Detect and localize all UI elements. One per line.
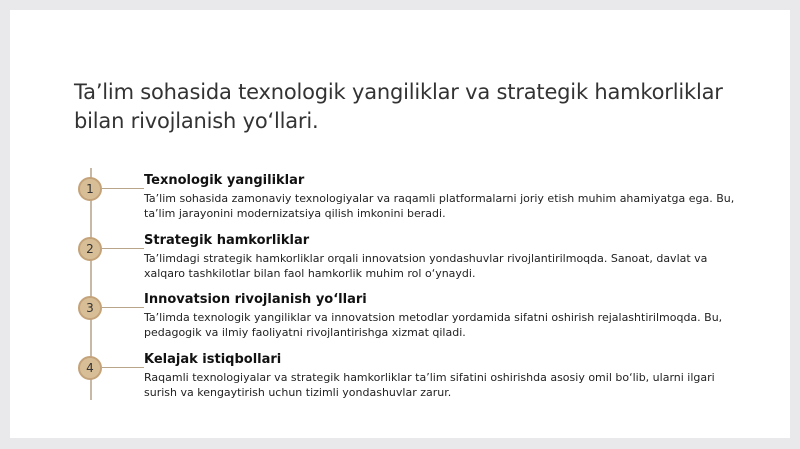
- step-number-badge: 2: [78, 237, 102, 261]
- timeline-connector: [102, 188, 144, 189]
- timeline-item-title: Kelajak istiqbollari: [144, 352, 282, 367]
- timeline-item-title: Strategik hamkorliklar: [144, 233, 310, 248]
- timeline-item-description: Ta’limdagi strategik hamkorliklar orqali innovatsion yondashuvlar rivojlantirilmoqda. Sanoat, davlat va xalqaro tashkilotlar bilan faol hamkorlik muhim rol o‘ynaydi.: [144, 252, 708, 280]
- timeline-item-1: [10, 172, 790, 232]
- step-number-badge: 3: [78, 296, 102, 320]
- step-number-badge: 1: [78, 177, 102, 201]
- timeline-item-4: [10, 351, 790, 411]
- slide-title: Ta’lim sohasida texnologik yangiliklar va strategik hamkorliklar bilan rivojlanish yo‘llari.: [74, 80, 723, 133]
- timeline-item-3: [10, 291, 790, 351]
- timeline-connector: [102, 367, 144, 368]
- timeline-item-description: Ta’lim sohasida zamonaviy texnologiyalar va raqamli platformalarni joriy etish muhim ahamiyatga ega. Bu, ta’lim jarayonini modernizatsiya qilish imkonini beradi.: [144, 192, 735, 220]
- timeline-connector: [102, 307, 144, 308]
- step-number-badge: 4: [78, 356, 102, 380]
- timeline-item-title: Innovatsion rivojlanish yo‘llari: [144, 292, 367, 307]
- timeline-connector: [102, 248, 144, 249]
- slide-canvas: [10, 10, 790, 438]
- timeline-item-title: Texnologik yangiliklar: [144, 173, 305, 188]
- timeline-item-description: Ta’limda texnologik yangiliklar va innovatsion metodlar yordamida sifatni oshirish rejalashtirilmoqda. Bu, pedagogik va ilmiy faoliyatni rivojlantirishga xizmat qiladi.: [144, 311, 723, 339]
- timeline-item-description: Raqamli texnologiyalar va strategik hamkorliklar ta’lim sifatini oshirishda asosiy omil bo‘lib, ularni ilgari surish va kengaytirish uchun tizimli yondashuvlar zarur.: [144, 371, 715, 399]
- timeline-item-2: [10, 232, 790, 292]
